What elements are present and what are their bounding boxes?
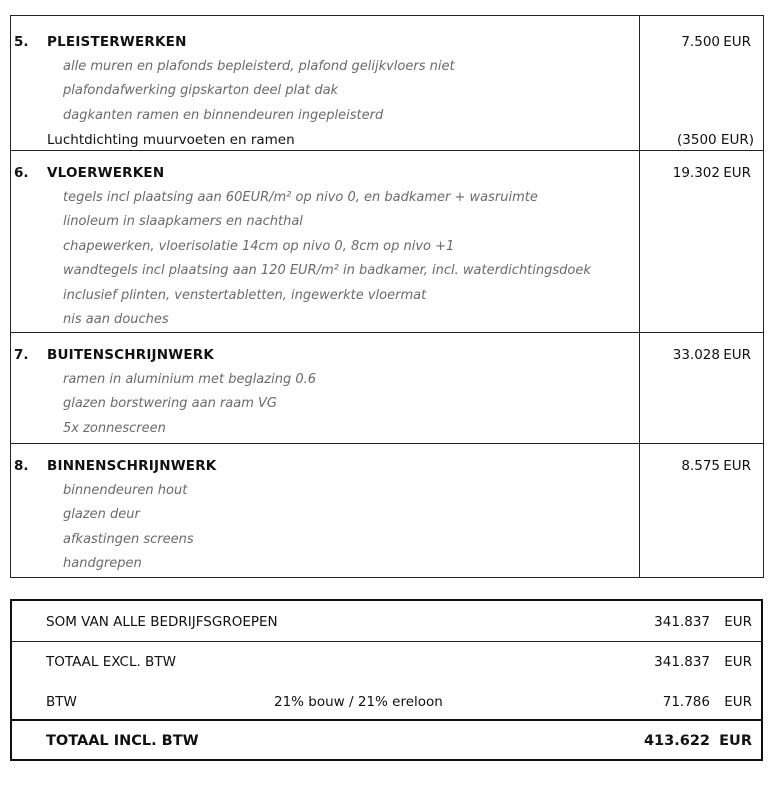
line-item: alle muren en plafonds bepleisterd, plafond gelijkvloers niet (63, 59, 455, 75)
section-8 (10, 444, 764, 578)
extra-label: Luchtdichting muurvoeten en ramen (47, 131, 295, 148)
extra-line (11, 128, 763, 152)
total-amount: 413.622 (643, 733, 710, 749)
line-item: 5x zonnescreen (63, 420, 166, 436)
section-amount: 7.500 (681, 34, 720, 51)
btw-label: BTW (46, 694, 77, 710)
total-label: TOTAAL INCL. BTW (46, 733, 199, 749)
total-row-incl (12, 730, 761, 752)
section-title: VLOERWERKEN (47, 165, 165, 182)
line-item: linoleum in slaapkamers en nachthal (63, 214, 303, 230)
section-number: 8. (14, 458, 29, 475)
line-item: chapewerken, vloerisolatie 14cm op nivo 0, 8cm op nivo +1 (63, 238, 455, 254)
line-item: tegels incl plaatsing aan 60EUR/m² op nivo 0, en badkamer + wasruimte (63, 190, 538, 206)
line-item: afkastingen screens (63, 531, 194, 547)
extra-amount: (3500 EUR) (677, 131, 754, 148)
section-6 (10, 151, 764, 333)
total-amount: 341.837 (654, 654, 710, 670)
divider-line (12, 641, 761, 642)
line-item: wandtegels incl plaatsing aan 120 EUR/m² in badkamer, incl. waterdichtingsdoek (63, 263, 591, 279)
section-header (11, 161, 763, 185)
section-currency: EUR (723, 34, 751, 51)
total-label: TOTAAL EXCL. BTW (46, 654, 176, 670)
section-amount: 19.302 (672, 165, 720, 182)
section-number: 7. (14, 347, 29, 364)
total-row-btw (12, 691, 761, 713)
btw-note: 21% bouw / 21% ereloon (274, 694, 443, 710)
section-header (11, 30, 763, 54)
line-item: nis aan douches (63, 312, 169, 328)
line-item: inclusief plinten, venstertabletten, ingewerkte vloermat (63, 287, 427, 303)
total-row-som (12, 611, 761, 633)
total-currency: EUR (724, 614, 752, 630)
section-title: BINNENSCHRIJNWERK (47, 458, 217, 475)
section-currency: EUR (723, 347, 751, 364)
total-label: SOM VAN ALLE BEDRIJFSGROEPEN (46, 614, 278, 630)
section-currency: EUR (723, 458, 751, 475)
section-number: 6. (14, 165, 29, 182)
section-number: 5. (14, 34, 29, 51)
line-item: dagkanten ramen en binnendeuren ingepleisterd (63, 107, 384, 123)
section-currency: EUR (723, 165, 751, 182)
total-currency: EUR (724, 694, 752, 710)
line-item: glazen borstwering aan raam VG (63, 396, 277, 412)
totals-box (10, 599, 763, 761)
line-item: glazen deur (63, 507, 140, 523)
section-5 (10, 15, 764, 151)
line-item: ramen in aluminium met beglazing 0.6 (63, 372, 317, 388)
section-amount: 8.575 (681, 458, 720, 475)
section-header (11, 454, 763, 478)
section-amount: 33.028 (672, 347, 720, 364)
line-item: binnendeuren hout (63, 483, 188, 499)
cost-table (10, 15, 764, 578)
section-header (11, 343, 763, 367)
line-item: handgrepen (63, 556, 142, 572)
total-row-excl (12, 651, 761, 673)
total-currency: EUR (719, 733, 752, 749)
divider-line-thick (12, 719, 761, 721)
line-item: plafondafwerking gipskarton deel plat dak (63, 83, 339, 99)
section-7 (10, 333, 764, 444)
section-title: BUITENSCHRIJNWERK (47, 347, 215, 364)
section-title: PLEISTERWERKEN (47, 34, 187, 51)
total-currency: EUR (724, 654, 752, 670)
total-amount: 341.837 (654, 614, 710, 630)
total-amount: 71.786 (662, 694, 710, 710)
